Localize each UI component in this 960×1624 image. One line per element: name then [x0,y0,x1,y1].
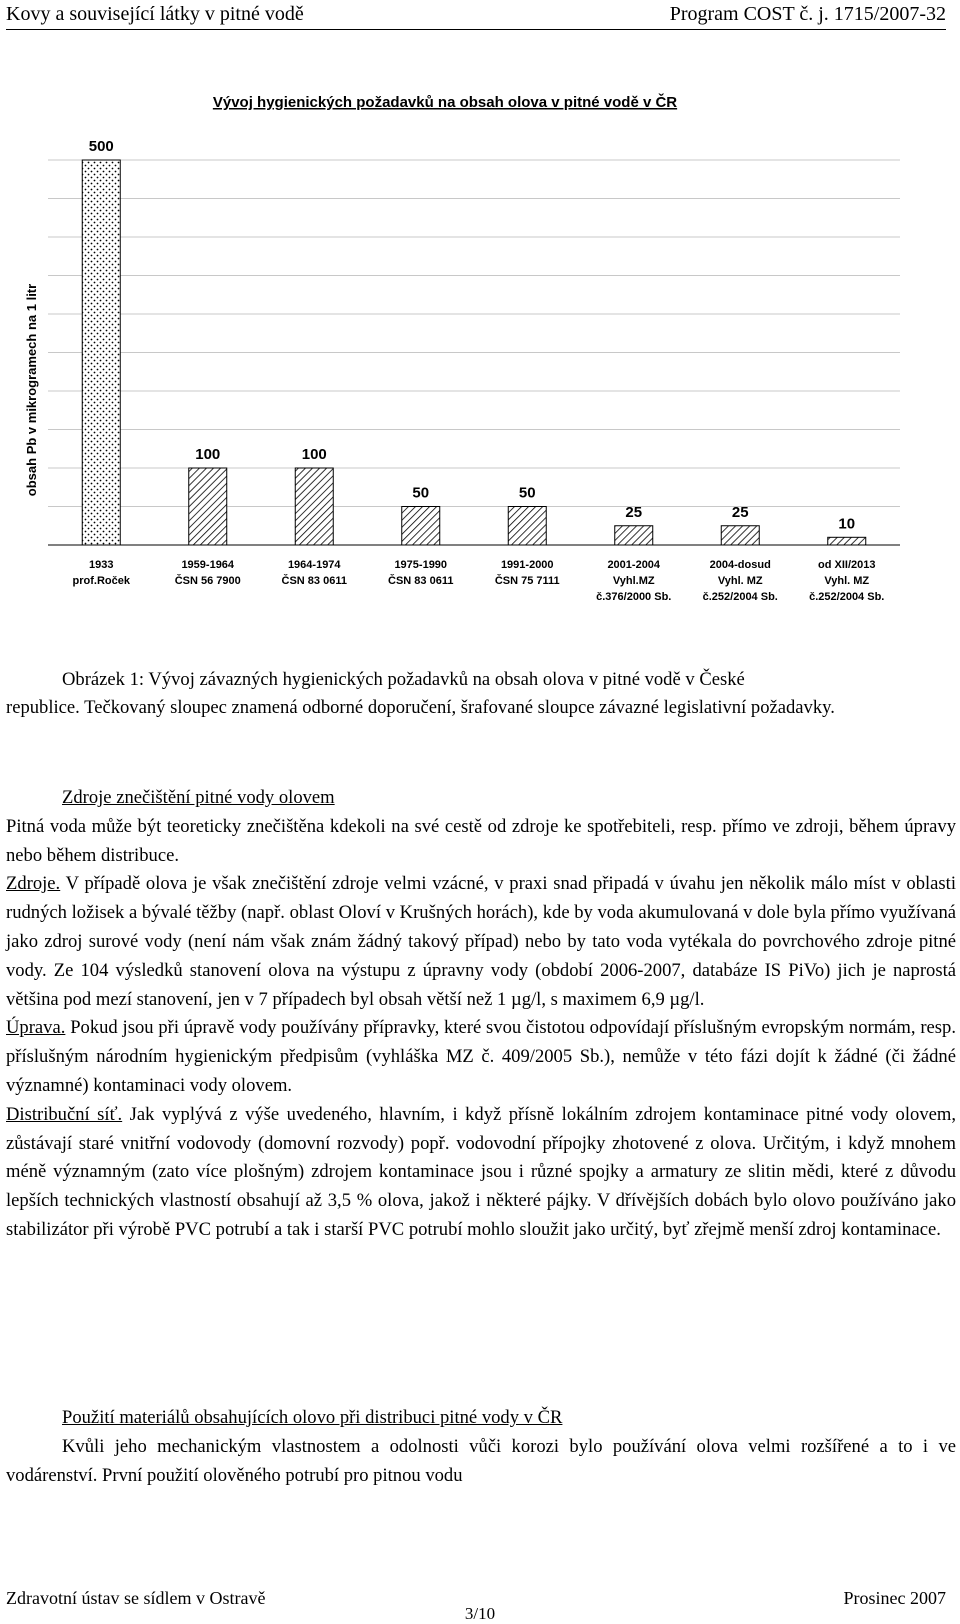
value-label-6: 25 [625,503,643,521]
value-label-1: 500 [88,138,114,155]
sources-section [6,784,956,1245]
header-right: Program COST č. j. 1715/2007-32 [669,3,946,25]
sit-text: Jak vyplývá z výše uvedeného, hlavním, i když přísně lokálním zdrojem kontaminace pitné vody olovem, zůstávají staré vnitřní vodovody (domovní rozvody) popř. vodovodní přípojky zhotovené z olova. Určitým, i když mnohem méně významným (zato více plošným) zdrojem kontaminace jsou i různé spojky a armatury ze slitin mědi, které z důvodu lepších technických vlastností obsahují až 3,5 % olova, jakož i některé pájky. V dřívějších dobách bylo olovo používáno jako stabilizátor při výrobě PVC potrubí a tak i starší PVC potrubí mohlo sloužit jako určitý, byť zřejmě menší zdroj kontaminace. [6,1103,956,1240]
category-label-5-line-1: 1991-2000 [500,559,554,571]
category-label-6-line-2: Vyhl.MZ [612,575,655,587]
sit-label: Distribuční síť. [6,1103,123,1125]
category-label-1-line-1: 1933 [89,559,114,571]
bar-8 [828,537,866,545]
category-label-8-line-2: Vyhl. MZ [824,575,870,587]
bar-7 [721,526,759,545]
zdroje-text: V případě olova je však znečištění zdroje velmi vzácné, v praxi snad připadá v úvahu jen několik málo míst v oblasti rudných ložisek a bývalé těžby (např. oblast Oloví v Krušných horách), kde by voda akumulovaná v dole byla přímo využívaná jako zdroj surové vody (není nám však znám žádný takový případ) nebo by tato voda vytékala do povrchového zdroje pitné vody. Ze 104 výsledků stanovení olova na výstupu z úpravny vody (období 2006-2007, databáze IS PiVo) jich je naprostá většina pod mezí stanovení, jen v 7 případech byl obsah větší než 1 µg/l, s maximem 6,9 µg/l. [6,873,956,1010]
category-label-3-line-2: ČSN 83 0611 [281,575,347,587]
category-label-6-line-3: č.376/2000 Sb. [596,591,672,603]
page-number: 3/10 [464,1604,496,1623]
bar-6 [615,526,653,545]
value-label-7: 25 [731,503,749,521]
chart-category-labels [73,559,885,603]
lead-limit-chart [0,80,960,620]
materials-text: Kvůli jeho mechanickým vlastnostem a odolnosti vůči korozi bylo používání olova velmi rozšířené a to i ve vodárenství. První použití olověného potrubí pro pitnou vodu [6,1435,956,1486]
bar-2 [189,468,227,545]
materials-heading: Použití materiálů obsahujících olovo při distribuci pitné vody v ČR [62,1407,563,1428]
category-label-2-line-1: 1959-1964 [181,559,235,571]
footer-right: Prosinec 2007 [843,1588,946,1608]
sources-uprava-paragraph [6,1014,956,1100]
bar-4 [402,507,440,546]
chart-title: Vývoj hygienických požadavků na obsah olova v pitné vodě v ČR [212,94,678,111]
materials-section [6,1404,956,1490]
zdroje-label: Zdroje. [6,873,61,895]
category-label-4-line-2: ČSN 83 0611 [388,575,454,587]
sources-intro: Pitná voda může být teoreticky znečištěna kdekoli na své cestě od zdroje ke spotřebiteli, resp. přímo ve zdroji, během úpravy nebo během distribuce. [6,815,956,866]
category-label-5-line-2: ČSN 75 7111 [494,575,560,587]
figure-caption [6,666,936,722]
sources-sit-paragraph [6,1101,956,1245]
footer-left: Zdravotní ústav se sídlem v Ostravě [6,1588,266,1608]
category-label-6-line-1: 2001-2004 [607,559,661,571]
sources-heading: Zdroje znečištění pitné vody olovem [62,787,335,808]
category-label-4-line-1: 1975-1990 [394,559,448,571]
category-label-8-line-1: od XII/2013 [818,559,876,571]
uprava-label: Úprava. [6,1017,66,1039]
category-label-8-line-3: č.252/2004 Sb. [809,591,885,603]
bar-1 [82,160,120,545]
category-label-7-line-3: č.252/2004 Sb. [702,591,778,603]
value-label-2: 100 [195,446,221,463]
value-label-4: 50 [412,484,430,502]
y-axis-label: obsah Pb v mikrogramech na 1 litr [24,283,39,497]
value-label-5: 50 [518,484,536,502]
header-left: Kovy a související látky v pitné vodě [6,3,304,25]
uprava-text: Pokud jsou při úpravě vody používány přípravky, které svou čistotou odpovídají příslušným evropským normám, resp. příslušným národním hygienickým předpisům (vyhláška MZ č. 409/2005 Sb.), nemůže v této fázi dojít k žádné (či žádné významné) kontaminaci vody olovem. [6,1017,956,1096]
value-label-3: 100 [301,446,327,463]
page-header [6,0,946,30]
category-label-2-line-2: ČSN 56 7900 [174,575,241,587]
category-label-7-line-1: 2004-dosud [709,559,771,571]
value-label-8: 10 [838,515,856,533]
sources-zdroje-paragraph [6,870,956,1014]
category-label-7-line-2: Vyhl. MZ [717,575,763,587]
category-label-1-line-2: prof.Roček [72,575,130,587]
bar-5 [508,507,546,546]
caption-line-1: Obrázek 1: Vývoj závazných hygienických požadavků na obsah olova v pitné vodě v České [62,669,745,690]
bar-3 [295,468,333,545]
category-label-3-line-1: 1964-1974 [287,559,341,571]
chart-grid [48,160,900,545]
caption-rest: republice. Tečkovaný sloupec znamená odborné doporučení, šrafované sloupce závazné legislativní požadavky. [6,697,835,718]
